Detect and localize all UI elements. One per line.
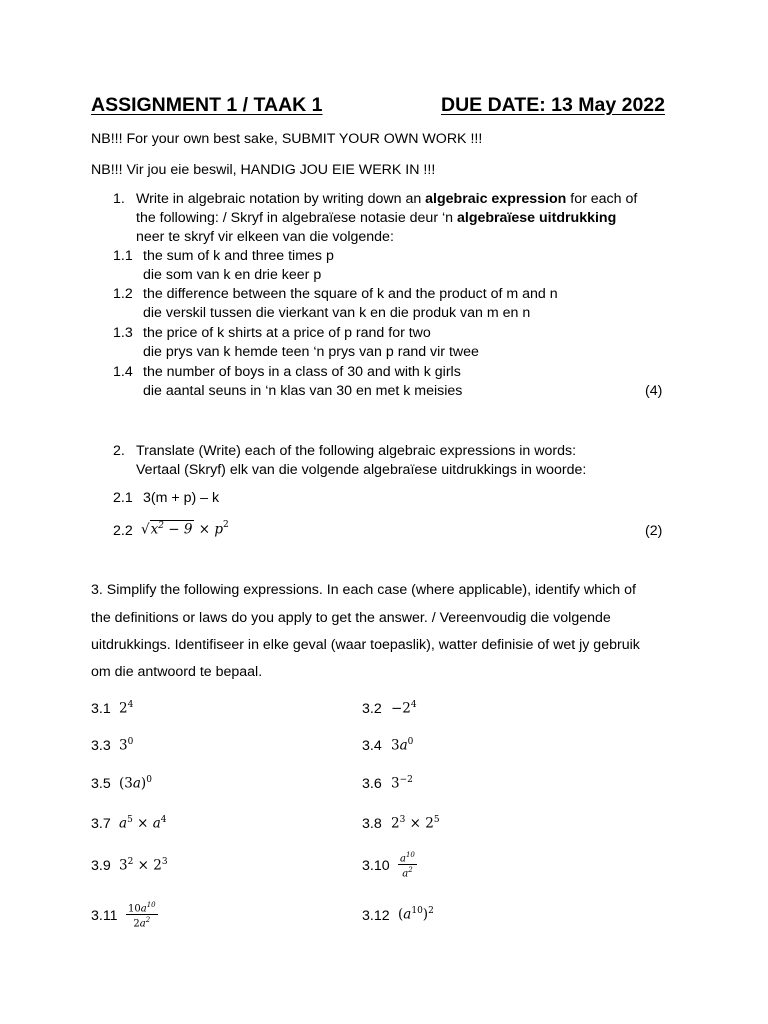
q3-item-expression: $\frac{10a^{10}}{2a^2}$ [128, 901, 156, 930]
q3-item-number: 3.8 [362, 816, 382, 832]
q1-item-number: 1.1 [113, 248, 133, 264]
due-date: DUE DATE: 13 May 2022 [441, 94, 665, 116]
q3-item-expression: $\frac{a^{10}}{a^2}$ [400, 851, 415, 880]
q3-item-expression: $-2^4$ [391, 700, 417, 717]
q1-item-number: 1.2 [113, 286, 133, 302]
q1-item-afrikaans: die verskil tussen die vierkant van k en die produk van m en n [143, 305, 531, 321]
q3-item-expression: $3^{-2}$ [391, 775, 413, 792]
q1-item-english: the number of boys in a class of 30 and with k girls [143, 364, 461, 380]
q1-item-afrikaans: die som van k en drie keer p [143, 267, 322, 283]
q3-item-expression: $a^5 \times a^4$ [119, 815, 167, 832]
q1-item-english: the sum of k and three times p [143, 248, 334, 264]
q3-line1: 3. Simplify the following expressions. In each case (where applicable), identify which of [91, 582, 636, 598]
q1-item-english: the difference between the square of k and the product of m and n [143, 286, 558, 302]
q2-item-expression: 3(m + p) – k [143, 490, 220, 506]
q3-item-number: 3.10 [362, 858, 390, 874]
q3-item-expression: $3^2 \times 2^3$ [119, 857, 168, 874]
q3-item-number: 3.1 [91, 701, 111, 717]
q1-line3: neer te skryf vir elkeen van die volgende: [136, 229, 394, 245]
q1-item-number: 1.4 [113, 364, 133, 380]
q1-line2: the following: / Skryf in algebraïese notasie deur ‘n algebraïese uitdrukking [136, 210, 617, 226]
q1-line1: Write in algebraic notation by writing down an algebraic expression for each of [136, 191, 638, 207]
q1-item-afrikaans: die aantal seuns in ‘n klas van 30 en met k meisies [143, 383, 463, 399]
assignment-title: ASSIGNMENT 1 / TAAK 1 [91, 94, 323, 116]
q3-line4: om die antwoord te bepaal. [91, 664, 263, 680]
q1-item-english: the price of k shirts at a price of p rand for two [143, 325, 431, 341]
q1-marks: (4) [645, 383, 663, 399]
q3-item-number: 3.11 [91, 908, 118, 924]
q2-number: 2. [113, 443, 125, 459]
q2-line2: Vertaal (Skryf) elk van die volgende algebraïese uitdrukkings in woorde: [136, 462, 587, 478]
q3-item-number: 3.7 [91, 816, 111, 832]
q3-item-number: 3.5 [91, 776, 111, 792]
q3-item-number: 3.12 [362, 908, 390, 924]
q2-line1: Translate (Write) each of the following algebraic expressions in words: [136, 443, 577, 459]
q2-item-number: 2.2 [113, 523, 133, 539]
q2-marks: (2) [645, 523, 663, 539]
q3-item-number: 3.4 [362, 738, 382, 754]
q3-item-expression: $2^4$ [119, 700, 134, 717]
q3-item-expression: $2^3 \times 2^5$ [391, 815, 440, 832]
q3-item-number: 3.6 [362, 776, 382, 792]
q3-item-expression: $(3a)^0$ [119, 775, 152, 792]
q3-item-number: 3.9 [91, 858, 111, 874]
q3-item-number: 3.2 [362, 701, 382, 717]
q3-item-number: 3.3 [91, 738, 111, 754]
q3-line3: uitdrukkings. Identifiseer in elke geval (waar toepaslik), watter definisie of wet jy gebruik [91, 637, 640, 653]
q2-item-number: 2.1 [113, 490, 133, 506]
note-english: NB!!! For your own best sake, SUBMIT YOUR OWN WORK !!! [91, 131, 483, 147]
q3-item-expression: $3a^0$ [391, 737, 414, 754]
q3-item-expression: $(a^{10})^2$ [398, 906, 434, 923]
q1-item-number: 1.3 [113, 325, 133, 341]
q2-item-expression: $√x^2 - 9 \times p^2$ [141, 520, 229, 538]
q1-item-afrikaans: die prys van k hemde teen ‘n prys van p rand vir twee [143, 344, 479, 360]
q3-item-expression: $3^0$ [119, 737, 134, 754]
q3-line2: the definitions or laws do you apply to get the answer. / Vereenvoudig die volgende [91, 610, 611, 626]
q1-number: 1. [113, 191, 125, 207]
note-afrikaans: NB!!! Vir jou eie beswil, HANDIG JOU EIE WERK IN !!! [91, 162, 436, 178]
